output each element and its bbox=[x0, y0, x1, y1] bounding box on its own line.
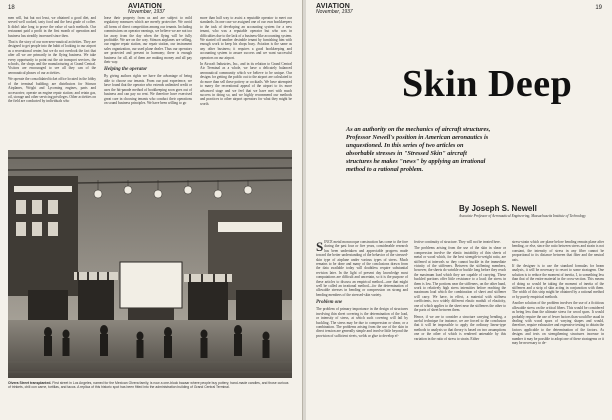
paragraph: That is the story of our non-aero-nautical activities. They are designed to get people into the habit of looking to our airport as a recreational center, but we do not overlook the fact that after all we are primarily in the flying business. We take every opportunity to point out the air transport services, the schools, the shops and the manufacturing at Grand Central. Visitors are encouraged to see all they can of the aeronautical phases of our activities. bbox=[8, 40, 96, 75]
paragraph: By giving authors rights we have the advantage of being able to choose our tenants. From our past experience, we have found that the operator who extends unlimited credit or uses the hit-parade method of bookkeeping soon goes out of business and can pay no rent. We therefore have exercised great care in choosing tenants who conduct their operations on sound business principles. We have been willing to go bbox=[104, 74, 192, 105]
photo-illustration bbox=[8, 150, 292, 378]
drop-cap: S bbox=[316, 240, 324, 254]
paragraph: stress-strain which are plane before bending remain plane after bending, or else, since the ratio between stress and strain is not constant, the intensity of stress in any fiber cannot be proportional to its distance between that fiber and the neutral axis. bbox=[512, 240, 604, 262]
right-page bbox=[306, 0, 612, 420]
page-number-right: 19 bbox=[595, 5, 602, 11]
paragraph: lease their property from us and are subject to mild regulatory measures which are merely protective. We avoid all forms of direct competition among our tenants. Including commissions on operator earnings, we believe we are not too far away from the day when the flying will be fully profitable. We are on the way. Stinson airplanes are selling, our engine repair station, our repair station, our instrument sales organization, our used plane dealer. Thus our operators are protected and present in harmony; there is enough business for all, all of them are making money and all pay their way. bbox=[104, 16, 192, 65]
article-title: Skin Deep bbox=[402, 63, 573, 105]
caption-text: First street in Los Angeles, named for the Mexican Olvera family, is now a one-block bazaar where people buy pottery, hand-made candles, and those curious of trinkets, chili con carne, tortillas, and tacos. A replica of this historic spot has been fitted into the administration building of Grand Central Terminal. bbox=[8, 381, 289, 390]
section-subhead: Problem one bbox=[316, 300, 343, 306]
right-running-header bbox=[316, 3, 353, 15]
page-number-left: 18 bbox=[8, 5, 15, 11]
left-header-date: November, 1937 bbox=[128, 9, 165, 15]
left-column-3 bbox=[200, 16, 292, 148]
section-subhead: Helping the operator bbox=[104, 67, 148, 73]
paragraph: In Aircraft Industries, Inc., and in its relation to Grand Central Air Terminal as a whole, we have a delicately balanced aeronautical community which we believe to be unique. Our designs for getting the public out to the airport are calculated to do more than sell these pottery or cocktails. We have attempted to marry the recreational appeal of the airport to its more advanced stage and we feel that we have met with much success in doing so, and we highly recommend our methods and practices to other airport operators for what they might be worth. bbox=[200, 62, 292, 106]
paragraph: We operate the consolidated ticket office located in the lobby of the terminal building; are distributors for Stinson Airplanes, Wright and Lycoming engines, parts and accessories; operate an engine repair station; and retain gas, oil, storage and other servicing privileges. Other activities on the field are conducted by individuals who bbox=[8, 77, 96, 104]
paragraph: The problem of primary importance in the design of structures involving thin sheet covering is the determination of the load, or intensity of stress, at which such covering will fail by buckling. The stress may be due to compression or shear, or a combination. The problems arising from the use of the skin in direct tension are generally simple and involve little beyond the provision of sufficient rivets, welds or glue to develop ef- bbox=[316, 307, 408, 338]
paragraph: men will, but but not least, we obtained a good diet, and served well cooked, tasty food and the best grade of coffee. It didn't take long to prove the value of such methods. Our restaurant paid a profit in the first month of operation and business has steadily increased since then. bbox=[8, 16, 96, 38]
caption-lead: Olvera Street transplanted. bbox=[8, 381, 52, 385]
article-byline: By Joseph S. Newell bbox=[459, 204, 537, 213]
paragraph bbox=[316, 240, 408, 297]
left-running-header bbox=[128, 3, 165, 15]
left-column-2 bbox=[104, 16, 192, 148]
paragraph: more than half way to assist a reputable operator to meet our standards. In one case we assigned one of our own bookkeepers to the task of developing an accounting system for a new tenant, who was a reputable operator but who was in difficulties due to the lack of a business-like accounting system. We started off another desirable tenant by furnishing him with enough work to keep his shops busy. Aviation is the same as any other business; it requires a good bookkeeping and accounting system to assure success and we want successful operators on our airport. bbox=[200, 16, 292, 60]
left-header-title: AVIATION bbox=[128, 3, 163, 10]
paragraph-text: INCE metal monocoque construction has come to the fore during the past four or five years, considerable research has been undertaken and appreciable progress made toward the better understanding of the behavior of the stressed-skin type of airplane under various types of stress. Much remains to be done and many of the conclusions drawn from the data available today will doubtless require substantial revision later. In the light of present day knowledge most computations are difficult and uncertain, so it is the purpose of these articles to discuss an empirical method—one that might well be called an irrational method—for the determination of allowable stresses in bending or compression on strong and bending members of the stressed-skin variety. bbox=[316, 240, 408, 297]
paragraph: The problems arising from the use of the skin in shear or compression involve the elastic instability of thin sheets of metal or wood which, for the best strength-to-weight ratio, are stiffened at intervals so they cannot buckle in the immediate vicinity of the stiffeners. Between the stiffening members, however, the sheets do wrinkle or buckle long before they reach the maximum load which they are capable of carrying. These buckled portions offer little resistance to a load; the stress in them is low. The portions near the stiffeners, on the other hand, work to relatively high stress intensities before reaching the maximum load which the combination of sheet and stiffener will carry. We have, in effect, a material with stiffness coefficients, two widely different elastic moduli of elasticity, one of which applies to the sheet near the stiffeners the other to the parts of sheet between them. bbox=[414, 246, 506, 313]
paragraph: Another solution of the problem involves the use of a fictitious allowable stress on the critical fibers. This would be considered as being less than the ultimate stress for wood spars. It would probably require the use of fewer factors than would be usual in dealing with wood spars of varying shapes and would, therefore, require exhaustive and expensive testing to obtain the factors applicable to the determination of the factors. As designs and tests on strengthening structures increase in number it may be possible to adopt one of these stratagems or it may be necessary to de- bbox=[512, 301, 604, 345]
right-column-2 bbox=[414, 240, 506, 416]
right-column-1 bbox=[316, 240, 408, 416]
left-column-1 bbox=[8, 16, 96, 148]
right-header-date: November, 1937 bbox=[316, 9, 353, 15]
right-header-title: AVIATION bbox=[316, 3, 351, 10]
right-column-3 bbox=[512, 240, 604, 416]
photo-caption bbox=[8, 381, 292, 389]
article-deck: As an authority on the mechanics of aircraft structures, Professor Newell's position in American aeronautics is unquestioned. In this series of two articles on absorbable stresses in "Stressed Skin" aircraft structures he makes "news" by applying an irrational method to a rational problem. bbox=[346, 126, 491, 174]
author-affiliation: Associate Professor of Aeronautical Engineering, Massachusetts Institute of Technology bbox=[459, 214, 586, 218]
paragraph: fective continuity of structure. They will not be treated here. bbox=[414, 240, 501, 244]
paragraph: If the designer is to use the standard formulas for beam analysis, it will be necessary to resort to some stratagem. One solution is to reduce the moment of inertia, I, to something less than that of the entire material in the cross-section. This means of doing so would be taking the moment of inertia of the stiffeners and a strip of skin acting in conjunction with them. The width of this strip might be obtained by a rational method or by purely empirical methods. bbox=[512, 264, 604, 299]
left-page bbox=[0, 0, 303, 420]
olvera-street-photo bbox=[8, 150, 292, 378]
paragraph: Hence, if we are to consider a structure carrying bending, a useful technique for instance, we are forced to the conclusion that it will be impossible to apply the ordinary linear-type methods to analysis so that theory is based on two assumptions one or the other of which is rendered untenable by this variation in the ratio of stress to strain. Either bbox=[414, 314, 506, 341]
